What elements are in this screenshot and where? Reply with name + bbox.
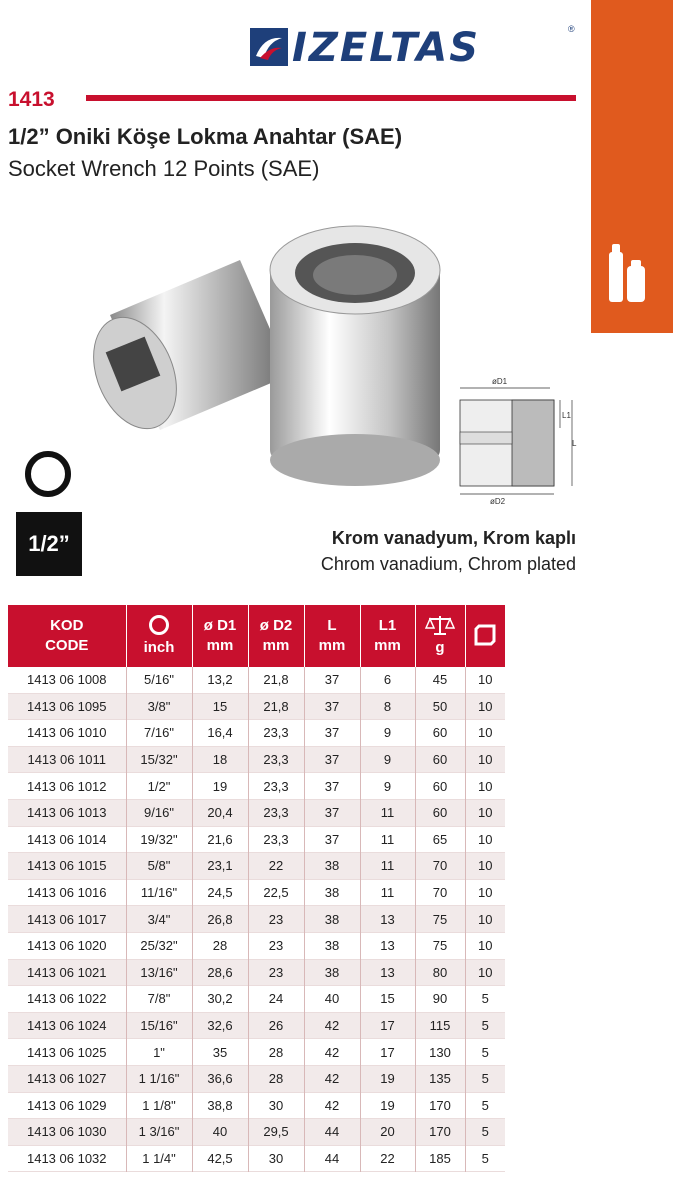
drive-size-badge: 1/2”	[16, 512, 82, 576]
cell-l: 44	[304, 1145, 360, 1172]
table-row	[8, 959, 505, 986]
cell-d1: 13,2	[192, 667, 248, 693]
cell-code: 1413 06 1030	[8, 1119, 126, 1146]
cell-l: 44	[304, 1119, 360, 1146]
cell-box-qty: 5	[465, 1012, 505, 1039]
cell-box-qty: 10	[465, 693, 505, 720]
cell-l1: 9	[360, 773, 415, 800]
cell-d1: 28,6	[192, 959, 248, 986]
cell-d2: 23,3	[248, 826, 304, 853]
cell-d1: 26,8	[192, 906, 248, 933]
cell-l: 40	[304, 986, 360, 1013]
cell-weight: 75	[415, 906, 465, 933]
cell-code: 1413 06 1016	[8, 879, 126, 906]
cell-code: 1413 06 1032	[8, 1145, 126, 1172]
cell-code: 1413 06 1008	[8, 667, 126, 693]
cell-l1: 11	[360, 826, 415, 853]
cell-d2: 24	[248, 986, 304, 1013]
product-photo	[90, 205, 450, 495]
registered-mark: ®	[568, 24, 575, 34]
circle-icon	[148, 614, 170, 636]
cell-weight: 170	[415, 1119, 465, 1146]
cell-l1: 8	[360, 693, 415, 720]
table-row	[8, 826, 505, 853]
cell-code: 1413 06 1025	[8, 1039, 126, 1066]
table-row	[8, 932, 505, 959]
cell-inch: 11/16"	[126, 879, 192, 906]
cell-d2: 23,3	[248, 799, 304, 826]
cell-weight: 70	[415, 853, 465, 880]
cell-inch: 7/8"	[126, 986, 192, 1013]
cell-weight: 50	[415, 693, 465, 720]
dimension-diagram	[450, 372, 580, 512]
cell-d1: 38,8	[192, 1092, 248, 1119]
cell-d2: 23,3	[248, 773, 304, 800]
cell-code: 1413 06 1020	[8, 932, 126, 959]
table-row	[8, 1119, 505, 1146]
cell-code: 1413 06 1010	[8, 720, 126, 747]
cell-box-qty: 10	[478, 725, 493, 741]
cell-d1: 18	[192, 746, 248, 773]
cell-d2: 29,5	[248, 1119, 304, 1146]
cell-l1: 13	[360, 906, 415, 933]
cell-inch: 3/4"	[126, 906, 192, 933]
cell-l1: 11	[360, 799, 415, 826]
product-title-tr: 1/2” Oniki Köşe Lokma Anahtar (SAE)	[8, 124, 403, 149]
brand-emblem-icon	[250, 28, 288, 66]
cell-l1: 17	[360, 1012, 415, 1039]
cell-d2: 23	[248, 906, 304, 933]
cell-d1: 15	[192, 693, 248, 720]
cell-box-qty: 10	[465, 906, 505, 933]
cell-l: 38	[304, 932, 360, 959]
cell-weight: 45	[415, 667, 465, 693]
cell-weight: 65	[415, 826, 465, 853]
cell-l: 42	[304, 1065, 360, 1092]
cell-inch: 5/8"	[126, 853, 192, 880]
cell-l1: 11	[360, 853, 415, 880]
twelve-point-circle-icon	[24, 450, 72, 498]
cell-weight: 60	[415, 720, 465, 747]
cell-box-qty: 5	[481, 1150, 489, 1166]
cell-code: 1413 06 1017	[8, 906, 126, 933]
header-d2: ø D2 mm	[248, 605, 304, 667]
cell-d2: 23,3	[248, 720, 304, 747]
cell-inch: 9/16"	[126, 799, 192, 826]
table-row	[8, 773, 505, 800]
cell-l: 37	[304, 773, 360, 800]
cell-d2: 23,3	[248, 746, 304, 773]
cell-d1: 28	[192, 932, 248, 959]
brand-logo	[250, 22, 580, 74]
table-row	[8, 1145, 505, 1172]
cell-d2: 23	[248, 932, 304, 959]
cell-weight: 170	[415, 1092, 465, 1119]
cell-code: 1413 06 1014	[8, 826, 126, 853]
cell-weight: 90	[415, 986, 465, 1013]
product-code: 1413	[8, 88, 55, 111]
cell-inch: 13/16"	[126, 959, 192, 986]
cell-code: 1413 06 1021	[8, 959, 126, 986]
table-row	[8, 667, 505, 693]
cell-d2: 28	[248, 1065, 304, 1092]
cell-l1: 20	[360, 1119, 415, 1146]
cell-inch: 1 1/4"	[126, 1145, 192, 1172]
table-header-row	[8, 605, 505, 667]
cell-code: 1413 06 1022	[8, 986, 126, 1013]
cell-box-qty: 5	[481, 1044, 489, 1060]
cell-d1: 40	[192, 1119, 248, 1146]
table-row	[8, 1012, 505, 1039]
cell-l: 38	[304, 879, 360, 906]
l-label: L	[572, 439, 577, 448]
cell-d2: 22,5	[248, 879, 304, 906]
cell-l1: 13	[360, 932, 415, 959]
material-en: Chrom vanadium, Chrom plated	[320, 554, 576, 574]
cell-l: 42	[304, 1092, 360, 1119]
table-row	[8, 746, 505, 773]
cell-weight: 130	[415, 1039, 465, 1066]
cell-inch: 1 1/8"	[126, 1092, 192, 1119]
cell-l1: 6	[360, 667, 415, 693]
cell-l: 37	[304, 826, 360, 853]
cell-l1: 9	[360, 746, 415, 773]
product-title-en: Socket Wrench 12 Points (SAE)	[8, 156, 320, 181]
cell-weight: 185	[415, 1145, 465, 1172]
cell-code: 1413 06 1015	[8, 853, 126, 880]
spec-table	[8, 605, 505, 1172]
l1-label: L1	[562, 411, 571, 420]
cell-weight: 60	[415, 746, 465, 773]
header-inch: inch	[126, 605, 192, 667]
table-row	[8, 879, 505, 906]
cell-d1: 35	[192, 1039, 248, 1066]
cell-inch: 5/16"	[126, 667, 192, 693]
cell-l: 38	[304, 853, 360, 880]
cell-box-qty: 10	[478, 778, 493, 794]
category-tab	[591, 0, 673, 333]
front-socket	[270, 226, 440, 486]
cell-box-qty: 10	[465, 959, 505, 986]
cell-d1: 42,5	[192, 1145, 248, 1172]
cell-box-qty: 5	[481, 991, 489, 1007]
cell-code: 1413 06 1012	[8, 773, 126, 800]
cell-inch: 15/32"	[126, 746, 192, 773]
cell-d1: 24,5	[192, 879, 248, 906]
cell-box-qty: 10	[465, 853, 505, 880]
back-socket	[90, 260, 290, 441]
cell-code: 1413 06 1011	[8, 746, 126, 773]
cell-inch: 7/16"	[126, 720, 192, 747]
table-row	[8, 720, 505, 747]
cell-weight: 70	[415, 879, 465, 906]
material-tr: Krom vanadyum, Krom kaplı	[331, 528, 576, 548]
cell-d1: 30,2	[192, 986, 248, 1013]
cell-code: 1413 06 1013	[8, 799, 126, 826]
header-box	[465, 605, 505, 667]
cell-l1: 15	[360, 986, 415, 1013]
header-d1: ø D1 mm	[192, 605, 248, 667]
cell-inch: 3/8"	[126, 693, 192, 720]
d2-label: øD2	[490, 497, 506, 506]
cell-inch: 1 3/16"	[126, 1119, 192, 1146]
cell-l: 37	[304, 799, 360, 826]
cell-box-qty: 5	[481, 1097, 489, 1113]
cell-box-qty: 10	[465, 799, 505, 826]
cell-weight: 115	[415, 1012, 465, 1039]
cell-inch: 1"	[126, 1039, 192, 1066]
cell-d1: 32,6	[192, 1012, 248, 1039]
cell-inch: 1/2"	[126, 773, 192, 800]
cell-inch: 19/32"	[126, 826, 192, 853]
cell-l1: 13	[360, 959, 415, 986]
table-row	[8, 1092, 505, 1119]
cell-l: 37	[304, 720, 360, 747]
title-divider	[86, 95, 576, 101]
cell-d2: 30	[248, 1145, 304, 1172]
cell-d1: 23,1	[192, 853, 248, 880]
cell-box-qty: 5	[465, 1065, 505, 1092]
cell-weight: 60	[415, 799, 465, 826]
cell-box-qty: 10	[478, 938, 493, 954]
cell-weight: 80	[415, 959, 465, 986]
cell-d2: 26	[248, 1012, 304, 1039]
table-row	[8, 986, 505, 1013]
cell-d1: 19	[192, 773, 248, 800]
cell-weight: 135	[415, 1065, 465, 1092]
header-l1: L1 mm	[360, 605, 415, 667]
cell-l: 37	[304, 746, 360, 773]
table-row	[8, 799, 505, 826]
table-row	[8, 1039, 505, 1066]
d1-label: øD1	[492, 377, 508, 386]
cell-d1: 20,4	[192, 799, 248, 826]
cell-l1: 22	[360, 1145, 415, 1172]
cell-d2: 21,8	[248, 667, 304, 693]
cell-d2: 30	[248, 1092, 304, 1119]
cell-l1: 11	[360, 879, 415, 906]
cell-box-qty: 10	[465, 746, 505, 773]
cell-box-qty: 5	[465, 1119, 505, 1146]
cell-d1: 16,4	[192, 720, 248, 747]
cell-l1: 9	[360, 720, 415, 747]
cell-code: 1413 06 1095	[8, 693, 126, 720]
cell-d2: 22	[248, 853, 304, 880]
box-icon	[473, 623, 497, 647]
cell-weight: 75	[415, 932, 465, 959]
header-l: L mm	[304, 605, 360, 667]
cell-l: 38	[304, 906, 360, 933]
cell-l1: 19	[360, 1065, 415, 1092]
table-body	[8, 667, 505, 1172]
cell-weight: 60	[415, 773, 465, 800]
cell-l1: 19	[360, 1092, 415, 1119]
cell-l: 37	[304, 693, 360, 720]
cell-l: 42	[304, 1039, 360, 1066]
cell-d2: 28	[248, 1039, 304, 1066]
cell-code: 1413 06 1029	[8, 1092, 126, 1119]
cell-d1: 36,6	[192, 1065, 248, 1092]
table-row	[8, 1065, 505, 1092]
cell-l: 42	[304, 1012, 360, 1039]
cell-inch: 25/32"	[126, 932, 192, 959]
cell-l1: 17	[360, 1039, 415, 1066]
cell-l: 38	[304, 959, 360, 986]
cell-d1: 21,6	[192, 826, 248, 853]
brand-name: IZELTAS	[292, 25, 481, 71]
cell-d2: 23	[248, 959, 304, 986]
cell-l: 37	[304, 667, 360, 693]
header-weight: g	[415, 605, 465, 667]
cell-code: 1413 06 1027	[8, 1065, 126, 1092]
scale-icon	[425, 614, 455, 636]
cell-d2: 21,8	[248, 693, 304, 720]
cell-box-qty: 10	[478, 672, 493, 688]
cell-inch: 1 1/16"	[126, 1065, 192, 1092]
table-row	[8, 693, 505, 720]
cell-box-qty: 10	[478, 831, 493, 847]
table-row	[8, 906, 505, 933]
cell-box-qty: 10	[478, 885, 493, 901]
header-code: KOD CODE	[8, 605, 126, 667]
cell-inch: 15/16"	[126, 1012, 192, 1039]
socket-category-icon	[607, 244, 647, 306]
cell-code: 1413 06 1024	[8, 1012, 126, 1039]
table-row	[8, 853, 505, 880]
